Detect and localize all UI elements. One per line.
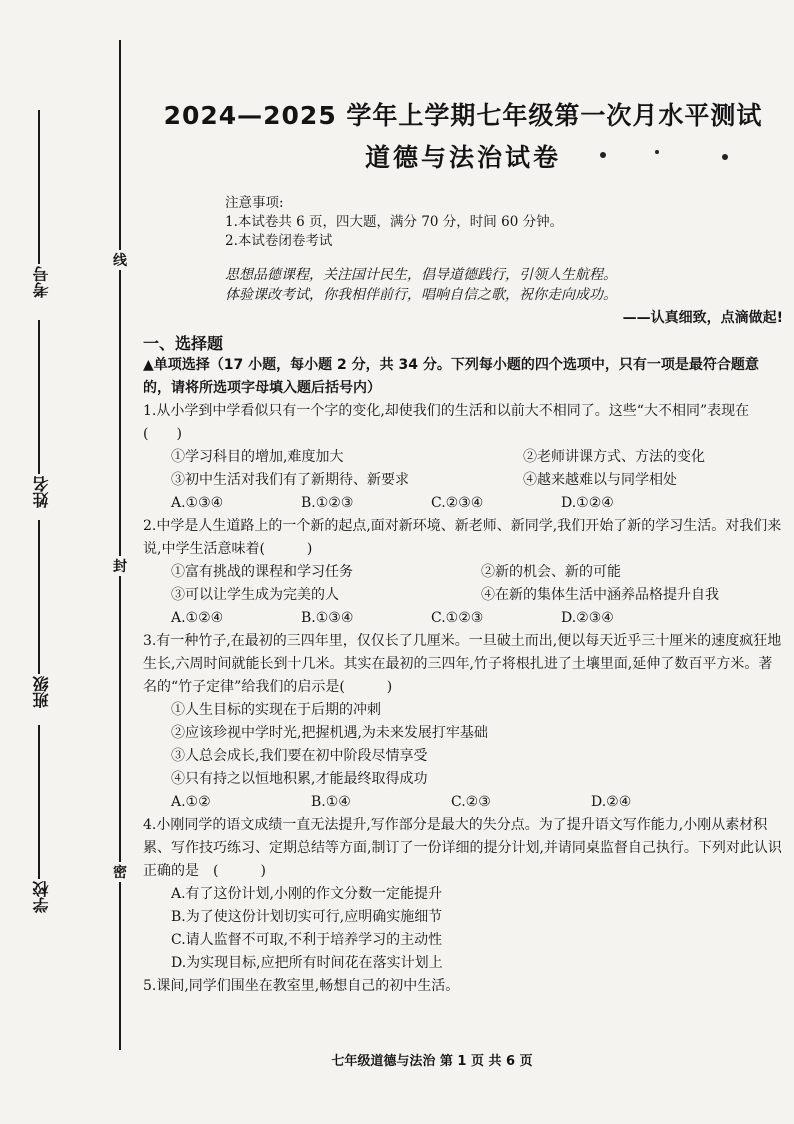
answer-choice[interactable]: D.为实现目标,应把所有时间花在落实计划上 [171, 955, 443, 971]
question-2-stem: 2.中学是人生道路上的一个新的起点,面对新环境、新老师、新同学,我们开始了新的学习生活。对我们来说,中学生活意味着( ) [143, 518, 782, 557]
notes-heading: 注意事项: [225, 195, 284, 211]
question-4-stem: 4.小刚同学的语文成绩一直无法提升,写作部分是最大的失分点。为了提升语文写作能力,小刚从素材积累、写作技巧练习、定期总结等方面,制订了一份详细的提分计划,并请同桌监督自己执行。下列对此认识正确的是 ( ) [143, 817, 782, 879]
question-3-stem: 3.有一种竹子,在最初的三四年里，仅仅长了几厘米。一旦破土而出,便以每天近乎三十厘米的速度疯狂地生长,六周时间就能长到十几米。其实在最初的三四年,竹子将根扎进了土壤里面,延伸了数百平方米。著名的“竹子定律”给我们的启示是( ) [143, 633, 782, 695]
page-footer: 七年级道德与法治 第 1 页 共 6 页 [331, 1054, 533, 1069]
notes-item: 2.本试卷闭卷考试 [225, 233, 333, 249]
field-name[interactable] [18, 320, 62, 510]
answer-choice[interactable]: C.②③ [451, 794, 491, 810]
answer-choice[interactable]: A.①②④ [171, 610, 224, 626]
binding-mark-feng: 封 [110, 556, 130, 576]
question-3-answers [171, 791, 783, 814]
question-3-statement: ①人生目标的实现在于后期的冲刺 [171, 702, 381, 718]
option: ②新的机会、新的可能 [481, 564, 621, 580]
question-1-options-row [171, 446, 783, 469]
option: ②老师讲课方式、方法的变化 [523, 449, 705, 465]
question-5-stem: 5.课间,同学们围坐在教室里,畅想自己的初中生活。 [143, 978, 460, 994]
question-2-options-row [171, 584, 783, 607]
question-1-stem: 1.从小学到中学看似只有一个字的变化,却使我们的生活和以前大不相同了。这些“大不相同”表现在 ( ) [143, 403, 778, 442]
answer-choice[interactable]: B.①④ [311, 794, 351, 810]
answer-choice[interactable]: D.②④ [591, 794, 632, 810]
exam-subtitle: 道德与法治试卷 [364, 143, 561, 172]
answer-choice[interactable]: D.②③④ [561, 610, 614, 626]
binding-line [119, 40, 121, 1050]
answer-choice[interactable]: C.①②③ [431, 610, 484, 626]
answer-choice[interactable]: C.②③④ [431, 495, 484, 511]
notes-item: 1.本试卷共 6 页，四大题，满分 70 分，时间 60 分钟。 [225, 214, 564, 230]
answer-choice[interactable]: B.为了使这份计划切实可行,应明确实施细节 [171, 909, 443, 925]
option: ①富有挑战的课程和学习任务 [171, 564, 353, 580]
answer-choice[interactable]: A.①② [171, 794, 211, 810]
binding-mark-mi: 密 [110, 862, 130, 882]
field-school[interactable] [18, 725, 62, 915]
exam-content [143, 96, 783, 998]
binding-mark-xian: 线 [110, 250, 130, 270]
option: ③初中生活对我们有了新期待、新要求 [171, 472, 409, 488]
answer-choice[interactable]: A.①③④ [171, 495, 224, 511]
motto-block [225, 265, 783, 305]
section-title: 一、选择题 [143, 334, 224, 353]
option: ④在新的集体生活中涵养品格提升自我 [481, 587, 719, 603]
section-instruction: ▲单项选择（17 小题，每小题 2 分，共 34 分。下列每小题的四个选项中，只有一项是最符合题意的，请将所选项字母填入题后括号内） [143, 357, 759, 396]
motto-line: 思想品德课程，关注国计民生，倡导道德践行，引领人生航程。 [225, 267, 617, 283]
question-3-statement: ④只有持之以恒地积累,才能最终取得成功 [171, 771, 428, 787]
answer-choice[interactable]: A.有了这份计划,小刚的作文分数一定能提升 [171, 886, 443, 902]
notes-block [225, 194, 783, 251]
field-class[interactable] [18, 520, 62, 710]
question-2-options-row [171, 561, 783, 584]
answer-choice[interactable]: C.请人监督不可取,不利于培养学习的主动性 [171, 932, 443, 948]
motto-sign: ——认真细致，点滴做起! [622, 310, 783, 326]
question-3-statement: ②应该珍视中学时光,把握机遇,为未来发展打牢基础 [171, 725, 488, 741]
motto-line: 体验课改考试，你我相伴前行，唱响自信之歌，祝你走向成功。 [225, 287, 617, 303]
option: ④越来越难以与同学相处 [523, 472, 677, 488]
answer-choice[interactable]: D.①②④ [561, 495, 614, 511]
option: ③可以让学生成为完美的人 [171, 587, 339, 603]
field-exam-number[interactable] [18, 110, 62, 300]
field-label-exam-number: 考号 [32, 266, 51, 298]
question-1-options-row [171, 469, 783, 492]
answer-choice[interactable]: B.①③④ [301, 610, 354, 626]
field-label-class: 班级 [32, 676, 51, 708]
exam-title: 2024—2025 学年上学期七年级第一次月水平测试 [163, 101, 763, 130]
option: ①学习科目的增加,难度加大 [171, 449, 344, 465]
field-label-name: 姓名 [32, 476, 51, 508]
field-label-school: 学校 [32, 881, 51, 913]
question-2-answers [171, 607, 783, 630]
question-3-statement: ③人总会成长,我们要在初中阶段尽情享受 [171, 748, 428, 764]
answer-choice[interactable]: B.①②③ [301, 495, 354, 511]
question-1-answers [171, 492, 783, 515]
